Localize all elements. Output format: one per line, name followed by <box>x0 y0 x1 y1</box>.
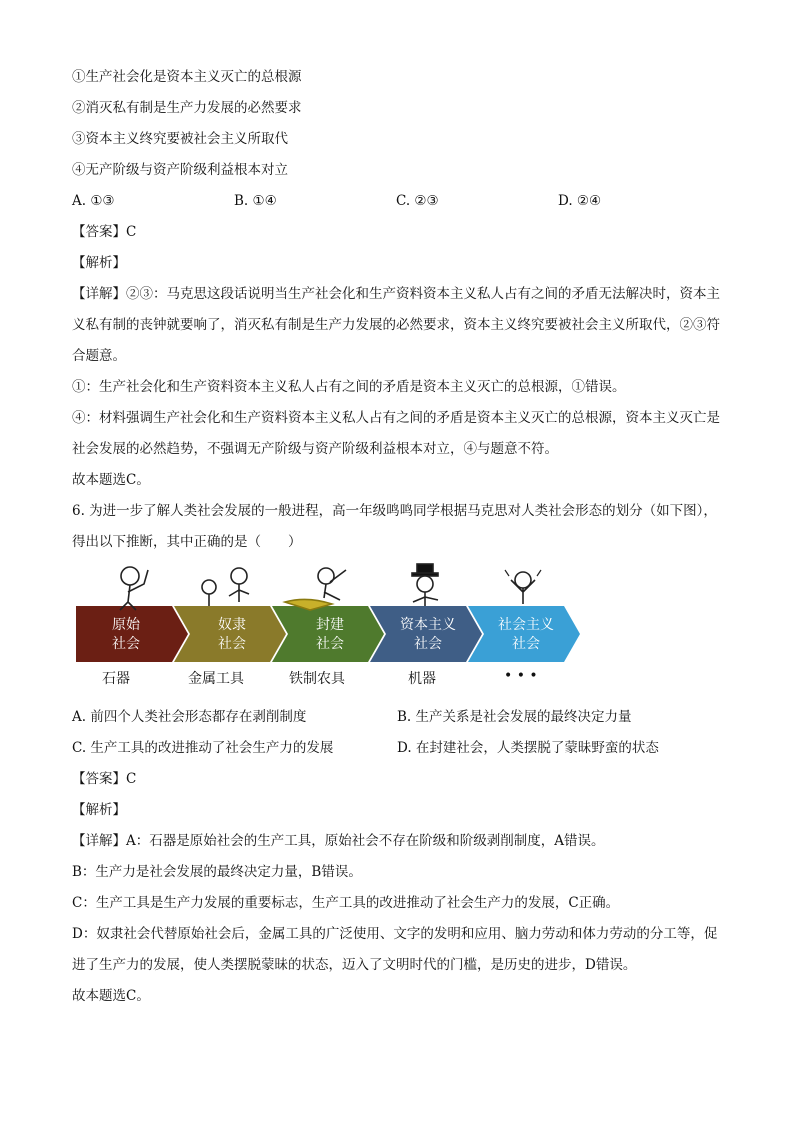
master-figure-icon <box>231 568 247 584</box>
q6-detail-a: 【详解】A：石器是原始社会的生产工具，原始社会不存在阶级和阶级剥削制度，A错误。 <box>72 833 605 849</box>
stage-label-1-1: 原始 <box>112 617 140 633</box>
tool-label-machine: 机器 <box>408 671 436 687</box>
q5-option-a: A. ①③ <box>72 193 115 209</box>
tool-label-ellipsis: • • • <box>504 668 538 684</box>
q5-option-d: D. ②④ <box>558 193 602 209</box>
stage-label-3-2: 社会 <box>316 636 344 652</box>
production-tools-row <box>72 668 592 692</box>
q5-option-b: B. ①④ <box>234 193 277 209</box>
q6-conclusion: 故本题选C。 <box>72 988 150 1004</box>
q6-option-a: A. 前四个人类社会形态都存在剥削制度 <box>72 709 307 725</box>
q5-answer: 【答案】C <box>72 224 137 240</box>
q6-detail-b: B：生产力是社会发展的最终决定力量，B错误。 <box>72 864 362 880</box>
social-forms-arrows <box>76 606 596 666</box>
q5-detail-2: ①：生产社会化和生产资料资本主义私人占有之间的矛盾是资本主义灭亡的总根源，①错误。 <box>72 379 626 395</box>
figure-illustrations <box>72 562 592 612</box>
q5-options <box>72 186 722 217</box>
slave-figure-icon <box>202 580 216 594</box>
stage-label-2-2: 社会 <box>218 636 246 652</box>
q5-statement-1: ①生产社会化是资本主义灭亡的总根源 <box>72 69 302 85</box>
q6-detail-d: D：奴隶社会代替原始社会后，金属工具的广泛使用、文字的发明和应用、脑力劳动和体力劳动的分工等，促进了生产力的发展，使人类摆脱蒙昧的状态，迈入了文明时代的门槛，是历史的进步，D错误。 <box>72 926 718 973</box>
q6-option-c: C. 生产工具的改进推动了社会生产力的发展 <box>72 740 334 756</box>
stage-arrow-4 <box>370 606 482 662</box>
q6-analysis-label: 【解析】 <box>72 802 126 818</box>
q6-answer: 【答案】C <box>72 771 137 787</box>
q5-option-c: C. ②③ <box>396 193 439 209</box>
q6-option-b: B. 生产关系是社会发展的最终决定力量 <box>397 709 632 725</box>
stage-label-2-1: 奴隶 <box>218 617 246 633</box>
q5-statement-4: ④无产阶级与资产阶级利益根本对立 <box>72 162 288 178</box>
stage-label-5-1: 社会主义 <box>498 617 554 633</box>
stage-arrow-3 <box>272 606 384 662</box>
stage-label-1-2: 社会 <box>112 636 140 652</box>
stage-arrow-1 <box>76 606 188 662</box>
q6-detail-c: C：生产工具是生产力发展的重要标志，生产工具的改进推动了社会生产力的发展，C正确。 <box>72 895 620 911</box>
stage-label-4-2: 社会 <box>414 636 442 652</box>
capitalist-figure-icon <box>417 576 433 592</box>
tool-label-iron: 铁制农具 <box>289 671 345 687</box>
stage-label-4-1: 资本主义 <box>400 617 456 633</box>
q5-detail-3: ④：材料强调生产社会化和生产资料资本主义私人占有之间的矛盾是资本主义灭亡的总根源，资本主义灭亡是社会发展的必然趋势，不强调无产阶级与资产阶级利益根本对立，④与题意不符。 <box>72 410 720 457</box>
tool-label-metal: 金属工具 <box>188 671 244 687</box>
q5-detail-1: 【详解】②③：马克思这段话说明当生产社会化和生产资料资本主义私人占有之间的矛盾无法解决时，资本主义私有制的丧钟就要响了，消灭私有制是生产力发展的必然要求，资本主义终究要被社会主义所取代，②③符合题意。 <box>72 286 720 364</box>
q5-statement-2: ②消灭私有制是生产力发展的必然要求 <box>72 100 302 116</box>
stage-label-5-2: 社会 <box>512 636 540 652</box>
q6-options-row-2 <box>72 733 722 764</box>
q6-option-d: D. 在封建社会，人类摆脱了蒙昧野蛮的状态 <box>397 740 659 756</box>
q6-options-row-1 <box>72 702 722 733</box>
q6-stem: 6. 为进一步了解人类社会发展的一般进程，高一年级鸣鸣同学根据马克思对人类社会形态的划分（如下图），得出以下推断，其中正确的是（ ） <box>72 503 717 550</box>
q5-analysis-label: 【解析】 <box>72 255 126 271</box>
stage-arrow-5 <box>468 606 580 662</box>
social-forms-figure <box>72 562 722 702</box>
q5-conclusion: 故本题选C。 <box>72 472 150 488</box>
primitive-figure-icon <box>121 567 139 585</box>
q5-statement-3: ③资本主义终究要被社会主义所取代 <box>72 131 288 147</box>
stage-label-3-1: 封建 <box>316 617 344 633</box>
tool-label-stone: 石器 <box>102 671 130 687</box>
document-page <box>72 62 722 1012</box>
stage-arrow-2 <box>174 606 286 662</box>
